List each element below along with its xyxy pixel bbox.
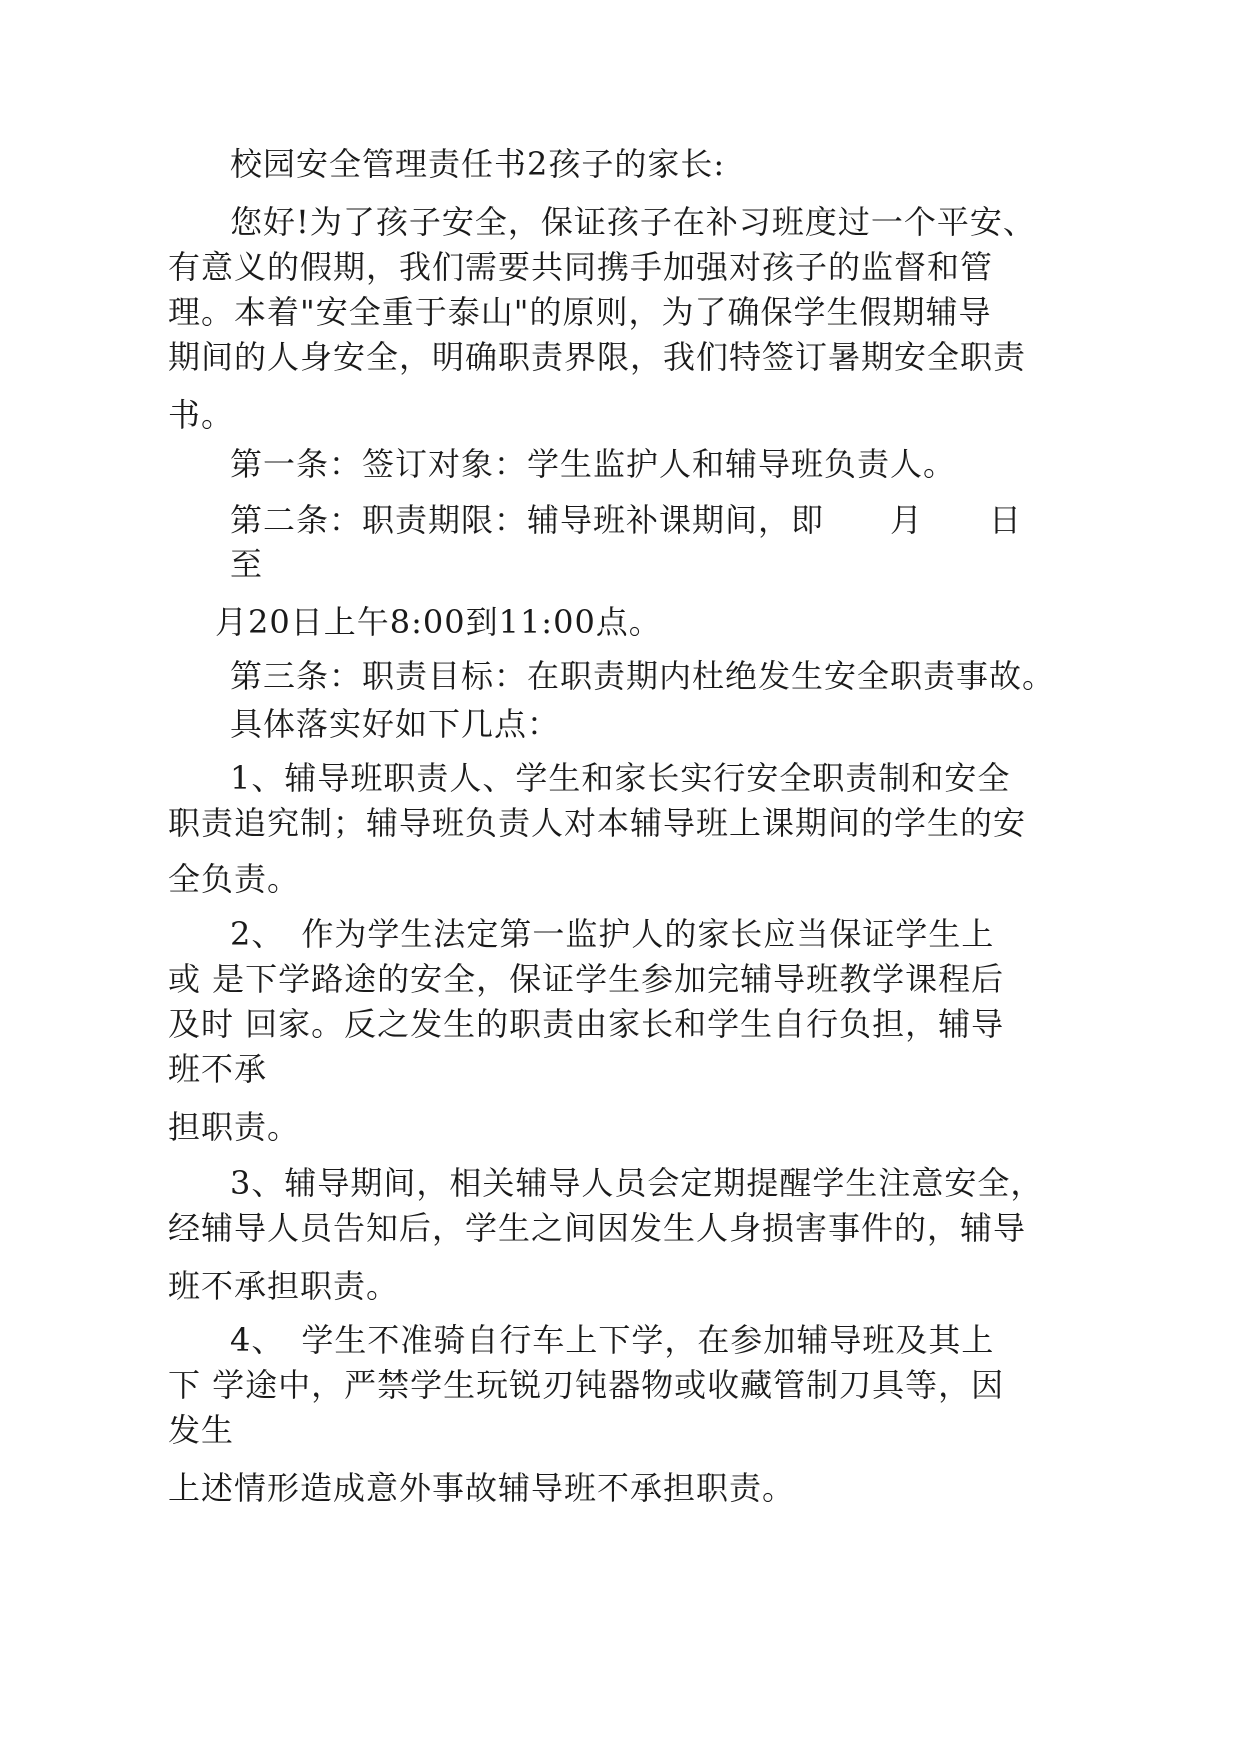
paragraph-line: 具体落实好如下几点： <box>230 705 561 743</box>
item-3-line: 班不承担职责。 <box>168 1267 400 1305</box>
item-2-line: 及时 回家。反之发生的职责由家长和学生自行负担，辅导 <box>168 1005 1005 1043</box>
item-1-line: 1、辅导班职责人、学生和家长实行安全职责制和安全 <box>230 759 1011 797</box>
item-1-line: 职责追究制；辅导班负责人对本辅导班上课期间的学生的安 <box>168 804 1027 842</box>
doc-title-line: 校园安全管理责任书2孩子的家长: <box>230 145 726 183</box>
paragraph-line: 期间的人身安全，明确职责界限，我们特签订暑期安全职责 <box>168 338 1027 376</box>
item-2-line: 或 是下学路途的安全，保证学生参加完辅导班教学课程后 <box>168 960 1005 998</box>
item-3-line: 3、辅导期间，相关辅导人员会定期提醒学生注意安全， <box>230 1164 1044 1202</box>
item-4-line: 下 学途中，严禁学生玩锐刃钝器物或收藏管制刀具等，因 <box>168 1366 1005 1404</box>
item-4-line: 发生 <box>168 1411 235 1449</box>
paragraph-line: 书。 <box>168 396 235 434</box>
article-2-line: 第二条：职责期限：辅导班补课期间，即 月 日 <box>230 501 1023 539</box>
item-2-line: 2、 作为学生法定第一监护人的家长应当保证学生上 <box>230 915 995 953</box>
item-3-line: 经辅导人员告知后，学生之间因发生人身损害事件的，辅导 <box>168 1209 1027 1247</box>
paragraph-line: 理。本着"安全重于泰山"的原则，为了确保学生假期辅导 <box>168 293 992 331</box>
item-4-line: 4、 学生不准骑自行车上下学，在参加辅导班及其上 <box>230 1321 995 1359</box>
article-1-line: 第一条：签订对象：学生监护人和辅导班负责人。 <box>230 445 957 483</box>
article-2-date-line: 月20日上午8:00到11:00点。 <box>215 603 662 641</box>
item-1-line: 全负责。 <box>168 860 301 898</box>
article-2-line: 至 <box>230 545 264 583</box>
paragraph-line: 您好!为了孩子安全，保证孩子在补习班度过一个平安、 <box>230 203 1036 241</box>
item-4-line: 上述情形造成意外事故辅导班不承担职责。 <box>168 1469 796 1507</box>
item-2-line: 班不承 <box>168 1050 268 1088</box>
article-3-line: 第三条：职责目标：在职责期内杜绝发生安全职责事故。 <box>230 657 1056 695</box>
paragraph-line: 有意义的假期，我们需要共同携手加强对孩子的监督和管 <box>168 248 994 286</box>
item-2-line: 担职责。 <box>168 1108 301 1146</box>
